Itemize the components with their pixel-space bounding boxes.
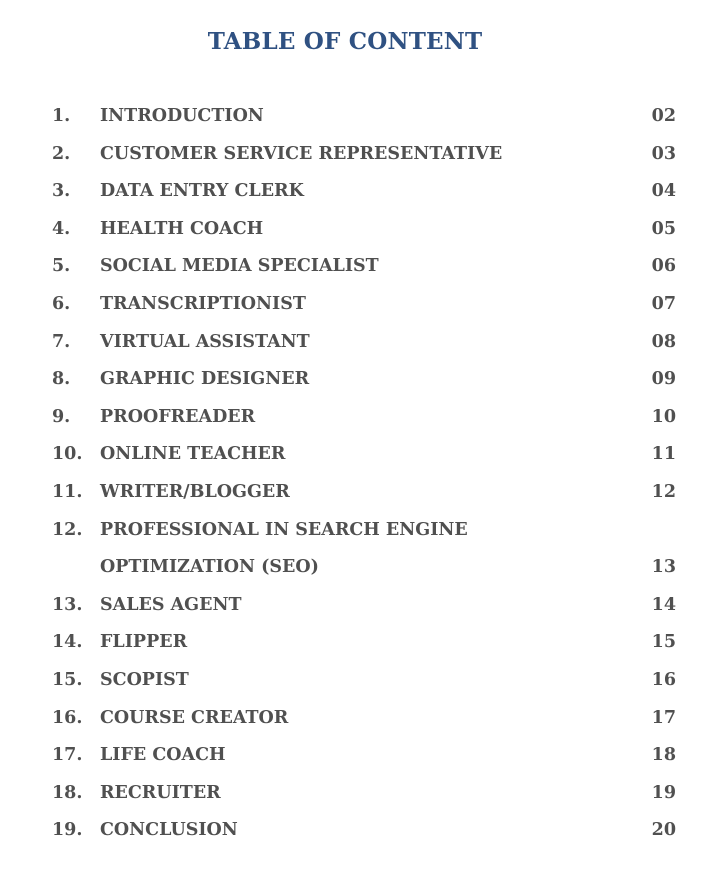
toc-entry-sales-agent[interactable] — [0, 587, 725, 625]
toc-entry-course-creator[interactable] — [0, 700, 725, 738]
toc-entry-label: INTRODUCTION — [100, 106, 264, 126]
toc-entry-data-entry-clerk[interactable] — [0, 173, 725, 211]
toc-entry-label: LIFE COACH — [100, 745, 226, 766]
table-of-contents — [0, 98, 725, 850]
toc-entry-number: 1. — [52, 106, 71, 126]
toc-entry-number: 12. — [52, 519, 83, 540]
toc-entry-proofreader[interactable] — [0, 399, 725, 437]
toc-entry-label: CONCLUSION — [100, 820, 238, 841]
toc-entry-label: COURSE CREATOR — [100, 707, 289, 728]
toc-entry-number: 14. — [52, 632, 83, 653]
toc-entry-page: 20 — [651, 820, 676, 841]
toc-entry-label: FLIPPER — [100, 632, 188, 653]
toc-entry-number: 18. — [52, 782, 83, 803]
toc-entry-life-coach[interactable] — [0, 737, 725, 775]
toc-entry-label: CUSTOMER SERVICE REPRESENTATIVE — [100, 143, 503, 164]
toc-entry-number: 15. — [52, 669, 83, 690]
toc-entry-number: 19. — [52, 820, 83, 841]
toc-entry-page: 05 — [651, 218, 676, 239]
toc-entry-number: 3. — [52, 181, 71, 202]
toc-entry-label: GRAPHIC DESIGNER — [100, 369, 310, 390]
toc-entry-label: SALES AGENT — [100, 594, 242, 615]
toc-entry-number: 9. — [52, 406, 71, 427]
toc-entry-seo-line-2[interactable] — [0, 549, 725, 587]
toc-entry-page: 13 — [651, 557, 676, 578]
toc-entry-label: PROFESSIONAL IN SEARCH ENGINE — [100, 519, 468, 540]
toc-entry-virtual-assistant[interactable] — [0, 324, 725, 362]
toc-entry-label: PROOFREADER — [100, 406, 256, 427]
toc-entry-label: HEALTH COACH — [100, 218, 264, 239]
toc-entry-page: 06 — [651, 256, 676, 277]
toc-entry-page: 04 — [651, 181, 676, 202]
toc-entry-page: 17 — [651, 707, 676, 728]
page-title: TABLE OF CONTENT — [207, 28, 483, 55]
toc-entry-number: 13. — [52, 594, 83, 615]
toc-entry-page: 16 — [651, 669, 676, 690]
toc-entry-seo-line-1[interactable] — [0, 512, 725, 550]
toc-entry-page: 07 — [651, 293, 676, 314]
toc-entry-page: 11 — [651, 444, 676, 465]
toc-entry-flipper[interactable] — [0, 624, 725, 662]
toc-entry-recruiter[interactable] — [0, 775, 725, 813]
toc-entry-label: OPTIMIZATION (SEO) — [100, 557, 319, 578]
toc-entry-health-coach[interactable] — [0, 211, 725, 249]
toc-entry-label: TRANSCRIPTIONIST — [100, 293, 306, 314]
toc-entry-online-teacher[interactable] — [0, 436, 725, 474]
toc-entry-label: DATA ENTRY CLERK — [100, 181, 304, 202]
toc-entry-introduction[interactable] — [0, 98, 725, 136]
toc-entry-number: 10. — [52, 444, 83, 465]
toc-entry-page: 18 — [651, 745, 676, 766]
toc-entry-label: SOCIAL MEDIA SPECIALIST — [100, 256, 379, 277]
toc-entry-page: 09 — [651, 369, 676, 390]
toc-entry-label: RECRUITER — [100, 782, 221, 803]
toc-entry-graphic-designer[interactable] — [0, 361, 725, 399]
toc-entry-page: 19 — [651, 782, 676, 803]
toc-entry-number: 2. — [52, 143, 71, 164]
toc-entry-page: 14 — [651, 594, 676, 615]
toc-entry-page: 03 — [651, 143, 676, 164]
toc-entry-number: 4. — [52, 218, 71, 239]
toc-entry-page: 12 — [651, 481, 676, 502]
toc-entry-number: 7. — [52, 331, 71, 352]
toc-entry-number: 8. — [52, 369, 71, 390]
toc-entry-label: VIRTUAL ASSISTANT — [100, 331, 310, 352]
toc-entry-number: 5. — [52, 256, 71, 277]
toc-entry-number: 11. — [52, 481, 83, 502]
toc-entry-page: 10 — [651, 406, 676, 427]
toc-entry-page: 08 — [651, 331, 676, 352]
toc-entry-scopist[interactable] — [0, 662, 725, 700]
toc-entry-transcriptionist[interactable] — [0, 286, 725, 324]
toc-entry-label: SCOPIST — [100, 669, 189, 690]
toc-entry-label: ONLINE TEACHER — [100, 444, 286, 465]
toc-entry-number: 17. — [52, 745, 83, 766]
toc-entry-conclusion[interactable] — [0, 812, 725, 850]
toc-entry-page: 15 — [651, 632, 676, 653]
toc-entry-page: 02 — [651, 106, 676, 126]
toc-entry-writer-blogger[interactable] — [0, 474, 725, 512]
toc-entry-number: 6. — [52, 293, 71, 314]
toc-entry-customer-service-representative[interactable] — [0, 136, 725, 174]
toc-entry-social-media-specialist[interactable] — [0, 248, 725, 286]
toc-entry-label: WRITER/BLOGGER — [100, 481, 290, 502]
toc-entry-number: 16. — [52, 707, 83, 728]
